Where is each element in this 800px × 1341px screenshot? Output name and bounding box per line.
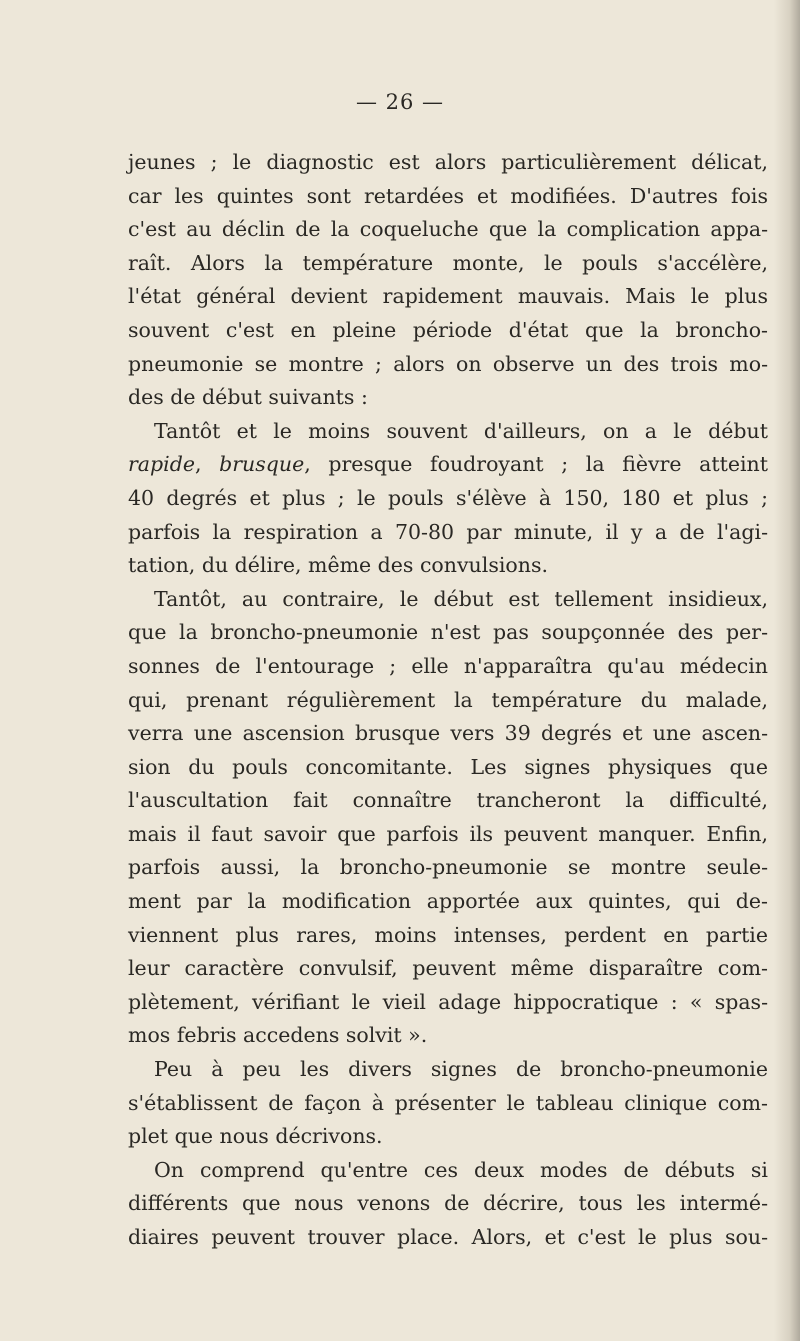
text-line: car les quintes sont retardées et modifiées. D'autres fois [128,183,768,208]
text-line: diaires peuvent trouver place. Alors, et c'est le plus sou- [128,1225,768,1249]
text-line: raît. Alors la température monte, le pouls s'accélère, [128,250,768,275]
page-edge-shadow [774,0,800,1341]
text-line: verra une ascension brusque vers 39 degrés et une ascen- [128,721,768,746]
text-line: mais il faut savoir que parfois ils peuvent manquer. Enfin, [128,821,768,846]
text-line: jeunes ; le diagnostic est alors particulièrement délicat, [128,150,768,174]
page-number: — 26 — [355,90,445,114]
text-line: parfois la respiration a 70-80 par minute, il y a de l'agi- [128,519,768,544]
text-line: l'auscultation fait connaître trancheront la difficulté, [128,788,768,813]
text-line: des de début suivants : [128,385,368,410]
text-line: s'établissent de façon à présenter le tableau clinique com- [128,1090,768,1115]
text-line: plètement, vérifiant le vieil adage hippocratique : « spas- [128,989,768,1014]
text-line: l'état général devient rapidement mauvais. Mais le plus [128,284,768,309]
text-line: Peu à peu les divers signes de broncho-pneumonie [154,1057,768,1082]
text-line: parfois aussi, la broncho-pneumonie se montre seule- [128,855,768,880]
body-text [128,146,768,1255]
text-line: rapide, brusque, presque foudroyant ; la fièvre atteint [128,452,768,477]
text-line: Tantôt et le moins souvent d'ailleurs, on a le début [154,418,768,443]
text-line: c'est au déclin de la coqueluche que la complication appa- [128,217,768,242]
text-line: différents que nous venons de décrire, tous les intermé- [128,1191,768,1216]
text-line: pneumonie se montre ; alors on observe un des trois mo- [128,351,768,376]
text-line: On comprend qu'entre ces deux modes de débuts si [154,1157,768,1182]
text-line: tation, du délire, même des convulsions. [128,553,548,578]
text-line: plet que nous décrivons. [128,1124,383,1149]
text-line: ment par la modification apportée aux quintes, qui de- [128,889,768,914]
text-line: Tantôt, au contraire, le début est tellement insidieux, [154,586,768,611]
text-line: que la broncho-pneumonie n'est pas soupçonnée des per- [128,620,768,645]
text-line: mos febris accedens solvit ». [128,1023,428,1048]
text-line: viennent plus rares, moins intenses, perdent en partie [128,922,768,947]
text-line: sion du pouls concomitante. Les signes physiques que [128,754,768,779]
text-line: souvent c'est en pleine période d'état que la broncho- [128,317,768,342]
text-line: sonnes de l'entourage ; elle n'apparaîtra qu'au médecin [128,653,768,678]
text-line: 40 degrés et plus ; le pouls s'élève à 150, 180 et plus ; [128,485,768,510]
text-line: qui, prenant régulièrement la température du malade, [128,687,768,712]
text-line: leur caractère convulsif, peuvent même disparaître com- [128,956,768,981]
